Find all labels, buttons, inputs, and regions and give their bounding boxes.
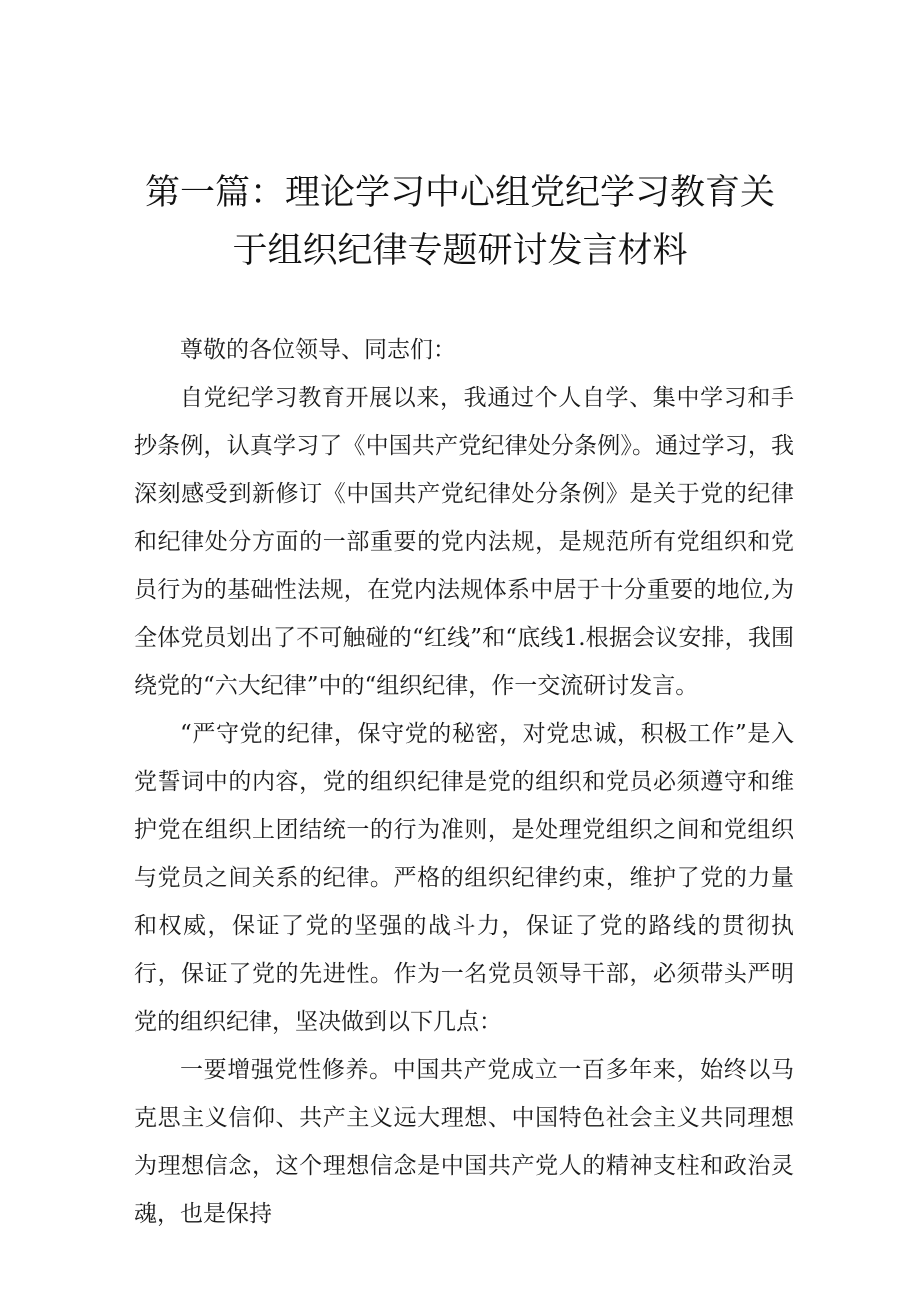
paragraph-2: “严守党的纪律，保守党的秘密，对党忠诚，积极工作”是入党誓词中的内容，党的组织纪律是党的组织和党员必须遵守和维护党在组织上团结统一的行为准则，是处理党组织之间和党组织与党员之间关系的纪律。严格的组织纪律约束，维护了党的力量和权威，保证了党的坚强的战斗力，保证了党的路线的贯彻执行，保证了党的先进性。作为一名党员领导干部，必须带头严明党的组织纪律，坚决做到以下几点： (134, 721, 794, 1035)
document-body (134, 326, 794, 1238)
title-line-2: 于组织纪律专题研讨发言材料 (232, 231, 688, 271)
salutation: 尊敬的各位领导、同志们： (180, 337, 456, 363)
paragraph-3: 一要增强党性修养。中国共产党成立一百多年来，始终以马克思主义信仰、共产主义远大理想、中国特色社会主义共同理想为理想信念，这个理想信念是中国共产党人的精神支柱和政治灵魂，也是保持 (134, 1057, 794, 1227)
title-line-1: 第一篇：理论学习中心组党纪学习教育关 (144, 173, 775, 213)
paragraph-1: 自党纪学习教育开展以来，我通过个人自学、集中学习和手抄条例，认真学习了《中国共产党纪律处分条例》。通过学习，我深刻感受到新修订《中国共产党纪律处分条例》是关于党的纪律和纪律处分方面的一部重要的党内法规，是规范所有党组织和党员行为的基础性法规，在党内法规体系中居于十分重要的地位,为全体党员划出了不可触碰的“红线”和“底线1.根据会议安排，我围绕党的“六大纪律”中的“组织纪律，作一交流研讨发言。 (134, 385, 794, 699)
document-title (100, 164, 820, 280)
